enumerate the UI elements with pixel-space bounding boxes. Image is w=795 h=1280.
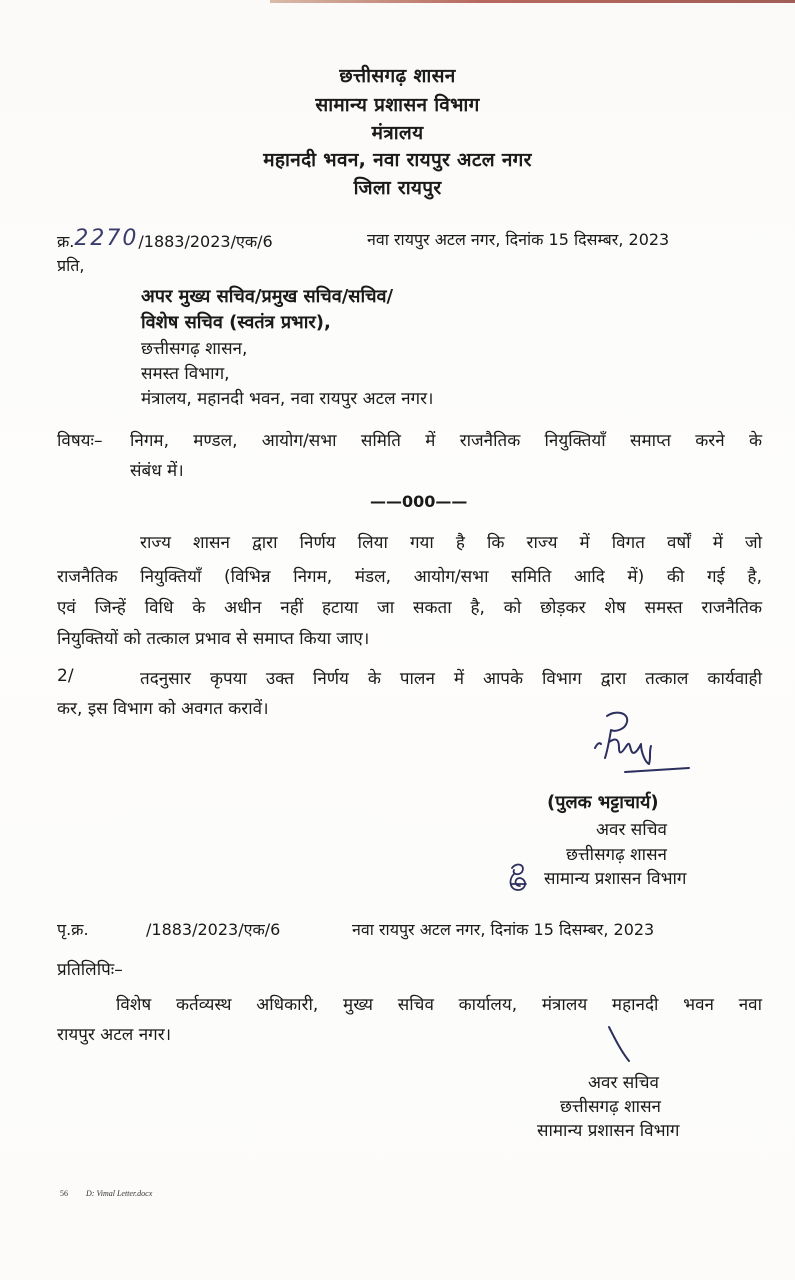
letterhead-address: महानदी भवन, नवा रायपुर अटल नगर: [263, 149, 532, 171]
to-label: प्रति,: [57, 256, 85, 275]
para2-text-1: तदनुसार कृपया उक्त निर्णय के पालन में आपके विभाग द्वारा तत्काल कार्यवाही: [140, 669, 762, 689]
copy-to-line-1: [116, 992, 762, 1015]
letterhead-government: छत्तीसगढ़ शासन: [339, 65, 456, 87]
letterhead-ministry: मंत्रालय: [371, 122, 424, 144]
footer-file-note: [60, 1189, 152, 1198]
initial-mark-icon: [506, 862, 532, 894]
endorsement-department: सामान्य प्रशासन विभाग: [537, 1121, 680, 1141]
copy-to-line-2: रायपुर अटल नगर।: [57, 1025, 172, 1045]
addressee-line-5: मंत्रालय, महानदी भवन, नवा रायपुर अटल नगर।: [141, 389, 434, 409]
signatory-name: (पुलक भट्टाचार्य): [547, 792, 659, 813]
endorsement-number: /1883/2023/एक/6: [146, 920, 281, 939]
para1-text-3: एवं जिन्हें विधि के अधीन नहीं हटाया जा सकता है, को छोड़कर शेष समस्त राजनैतिक: [57, 598, 762, 618]
para1-line-4: नियुक्तियों को तत्काल प्रभाव से समाप्त किया जाए।: [57, 629, 370, 649]
para1-line-2: [57, 564, 762, 587]
para1-text-2: राजनैतिक नियुक्तियाँ (विभिन्न निगम, मंडल, आयोग/सभा समिति आदि में) की गई है,: [57, 567, 762, 587]
letterhead-department: सामान्य प्रशासन विभाग: [315, 94, 480, 116]
endorsement-government: छत्तीसगढ़ शासन: [560, 1097, 661, 1117]
addressee-line-3: छत्तीसगढ़ शासन,: [141, 339, 248, 359]
signature-icon: [585, 708, 695, 783]
reference-number: [57, 228, 273, 253]
footer-page-code: 56: [60, 1189, 68, 1198]
para2-line-1: [140, 666, 762, 689]
reference-prefix: क्र.: [57, 232, 75, 251]
para1-text-1: राज्य शासन द्वारा निर्णय लिया गया है कि राज्य में विगत वर्षों में जो: [140, 533, 762, 553]
signatory-government: छत्तीसगढ़ शासन: [566, 845, 667, 865]
separator: ——000——: [370, 492, 468, 511]
handwritten-number: 2270: [74, 226, 139, 251]
addressee-line-4: समस्त विभाग,: [141, 364, 230, 384]
signatory-department: सामान्य प्रशासन विभाग: [544, 869, 687, 889]
scan-edge: [270, 0, 795, 3]
copy-label: प्रतिलिपिः–: [57, 960, 123, 980]
subject-line-2: संबंध में।: [130, 461, 184, 481]
subject-line-1: [130, 428, 762, 451]
reference-suffix: /1883/2023/एक/6: [138, 232, 273, 251]
letterhead-district: जिला रायपुर: [353, 177, 442, 199]
reference-place-date: नवा रायपुर अटल नगर, दिनांक 15 दिसम्बर, 2023: [367, 230, 670, 249]
footer-file-name: D: Vimal Letter.docx: [86, 1189, 153, 1198]
para1-line-1: [140, 530, 762, 553]
endorsement-designation: अवर सचिव: [588, 1073, 659, 1093]
subject-label: विषयः–: [57, 431, 103, 451]
copy-to-text-1: विशेष कर्तव्यस्थ अधिकारी, मुख्य सचिव कार्यालय, मंत्रालय महानदी भवन नवा: [116, 995, 762, 1015]
initial-stroke-icon: [605, 1025, 635, 1065]
para2-number: 2/: [57, 666, 74, 686]
para2-line-2: कर, इस विभाग को अवगत करावें।: [57, 699, 269, 719]
addressee-line-2: विशेष सचिव (स्वतंत्र प्रभार),: [141, 312, 331, 333]
subject-text-1: निगम, मण्डल, आयोग/सभा समिति में राजनैतिक नियुक्तियाँ समाप्त करने के: [130, 431, 762, 451]
para1-line-3: [57, 595, 762, 618]
endorsement-place-date: नवा रायपुर अटल नगर, दिनांक 15 दिसम्बर, 2023: [352, 920, 655, 939]
addressee-line-1: अपर मुख्य सचिव/प्रमुख सचिव/सचिव/: [141, 286, 394, 307]
signatory-designation: अवर सचिव: [596, 820, 667, 840]
endorsement-prefix: पृ.क्र.: [57, 920, 89, 939]
